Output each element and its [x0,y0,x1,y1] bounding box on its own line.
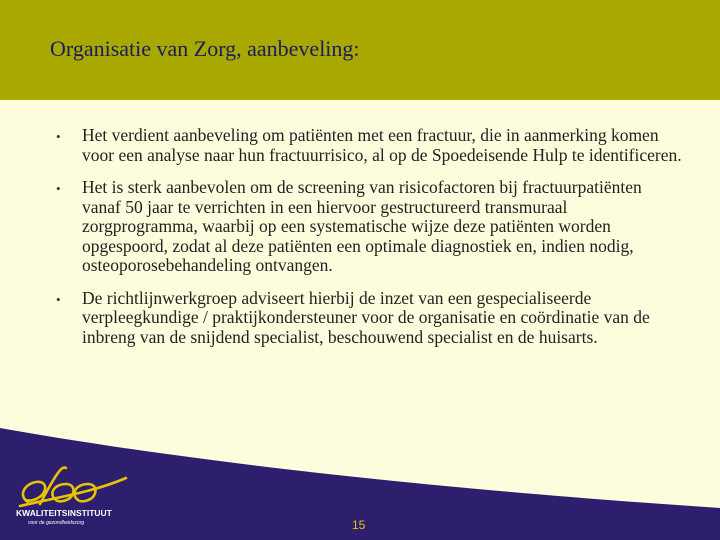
logo-tagline: voor de gezondheidszorg [28,520,85,526]
logo-name: KWALITEITSINSTITUUT [16,508,112,518]
bullet-text: Het verdient aanbeveling om patiënten met een fractuur, die in aanmerking komen voor een analyse naar hun fractuurrisico, al op de Spoedeisende Hulp te identificeren. [82,125,682,165]
bullet-text: Het is sterk aanbevolen om de screening van risicofactoren bij fractuurpatiënten vanaf 50 jaar te verrichten in een hiervoor gestructureerd transmuraal zorgprogramma, waarbij op een systematische wijze deze patiënten worden opgespoord, zodat al deze patiënten een optimale diagnostiek en, indien nodig, osteoporosebehandeling ontvangen. [82,177,642,275]
slide-title: Organisatie van Zorg, aanbeveling: [50,36,360,61]
bullet-list [50,126,700,360]
bullet-text: De richtlijnwerkgroep adviseert hierbij de inzet van een gespecialiseerde verpleegkundige / praktijkondersteuner voor de organisatie en coördinatie van de inbreng van de snijdend specialist, beschouwend specialist en de huisarts. [82,287,650,347]
bullet-item [50,126,700,165]
bullet-marker: • [56,181,61,196]
bullet-item [50,178,700,276]
bullet-marker: • [56,291,61,307]
page-number: 15 [352,518,366,532]
bullet-marker: • [56,129,61,144]
logo [14,464,132,526]
bullet-item [50,289,700,348]
